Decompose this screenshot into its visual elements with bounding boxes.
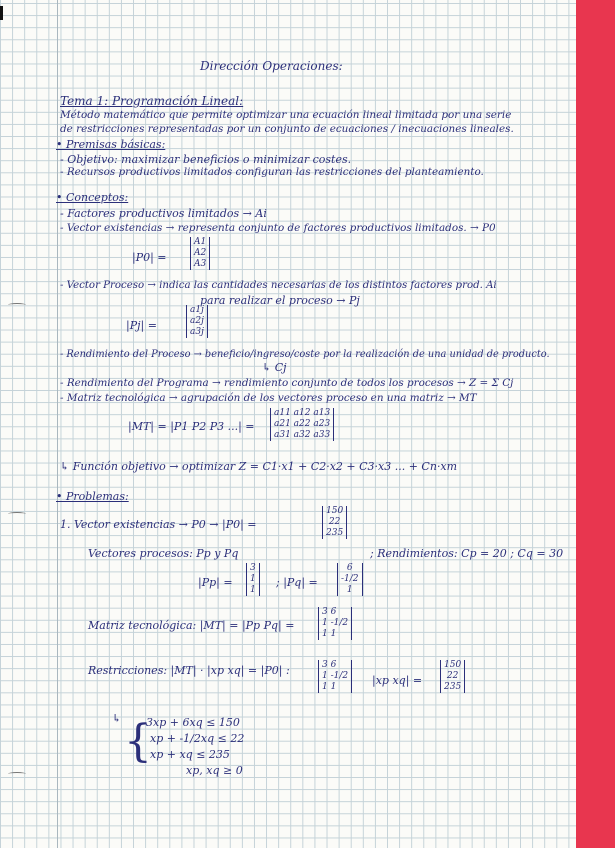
pj-symbolic-vector: a1j a2j a3j	[186, 305, 208, 338]
pp-vector: 3 1 1	[246, 563, 260, 596]
concept-factores: - Factores productivos limitados → Ai	[60, 207, 267, 220]
premisa-item: - Objetivo: maximizar beneficios o minimizar costes.	[60, 153, 352, 166]
concept-rendimiento-programa: - Rendimiento del Programa → rendimiento conjunto de todos los procesos → Z = Σ Cj	[60, 377, 514, 389]
funcion-objetivo: ↳ Función objetivo → optimizar Z = C1·x1 + C2·x2 + C3·x3 ... + Cn·xm	[60, 460, 458, 473]
pq-label: ; |Pq| =	[276, 576, 318, 589]
problemas-heading: • Problemas:	[56, 490, 129, 503]
constraint-line: 3xp + 6xq ≤ 150	[146, 716, 240, 729]
restricciones-label: Restricciones: |MT| · |xp xq| = |P0| :	[88, 664, 290, 677]
restricciones-x-vector: |xp xq| =	[372, 674, 423, 687]
restricciones-p0-vector: 150 22 235	[440, 660, 465, 693]
problem-1-label: 1. Vector existencias → P0 → |P0| =	[60, 518, 257, 531]
premisa-item: - Recursos productivos limitados configuran las restricciones del planteamiento.	[60, 166, 484, 178]
punch-hole-mark	[8, 512, 26, 516]
p0-values-vector: 150 22 235	[322, 506, 347, 539]
page-title: Dirección Operaciones:	[200, 59, 343, 73]
constraint-line: xp, xq ≥ 0	[186, 764, 243, 777]
matriz-label: Matriz tecnológica: |MT| = |Pp Pq| =	[88, 619, 295, 632]
concept-vector-proceso-cont: para realizar el proceso → Pj	[200, 294, 360, 307]
punch-hole-mark	[8, 303, 26, 307]
constraint-line: xp + -1/2xq ≤ 22	[150, 732, 245, 745]
definition-line-2: de restricciones representadas por un conjunto de ecuaciones / inecuaciones lineales.	[60, 123, 514, 135]
mt-values-matrix: 3 6 1 -1/2 1 1	[318, 607, 352, 640]
mt-label: |MT| = |P1 P2 P3 ...| =	[128, 420, 255, 433]
tema-heading: Tema 1: Programación Lineal:	[60, 94, 244, 108]
margin-line	[57, 0, 58, 848]
cj-arrow: ↳ Cj	[262, 361, 287, 374]
system-arrow-icon: ↳	[112, 712, 122, 725]
punch-hole-mark	[8, 772, 26, 776]
red-margin-bar	[576, 0, 615, 848]
pp-label: |Pp| =	[198, 576, 233, 589]
conceptos-heading: • Conceptos:	[56, 191, 129, 204]
system-brace-icon: {	[124, 716, 152, 767]
concept-matriz-tecnologica: - Matriz tecnológica → agrupación de los vectores proceso en una matriz → MT	[60, 392, 477, 404]
concept-rendimiento-proceso: - Rendimiento del Proceso → beneficio/ingreso/coste por la realización de una unidad de producto.	[60, 349, 550, 360]
premisas-heading: • Premisas básicas:	[56, 138, 166, 151]
scan-marker	[0, 6, 3, 20]
mt-symbolic-matrix: a11 a12 a13 a21 a22 a23 a31 a32 a33	[270, 408, 334, 441]
pj-label: |Pj| =	[126, 319, 157, 332]
p0-symbolic-vector: A1 A2 A3	[190, 237, 210, 270]
definition-line-1: Método matemático que permite optimizar una ecuación lineal limitada por una serie	[60, 109, 512, 121]
p0-label: |P0| =	[132, 251, 167, 264]
procesos-label: Vectores procesos: Pp y Pq	[88, 547, 239, 560]
restricciones-matrix: 3 6 1 -1/2 1 1	[318, 660, 352, 693]
pq-vector: 6 -1/2 1	[337, 563, 363, 596]
constraint-line: xp + xq ≤ 235	[150, 748, 230, 761]
concept-vector-existencias: - Vector existencias → representa conjunto de factores productivos limitados. → P0	[60, 222, 496, 234]
concept-vector-proceso: - Vector Proceso → indica las cantidades necesarias de los distintos factores prod. Ai	[60, 280, 497, 291]
rendimientos-label: ; Rendimientos: Cp = 20 ; Cq = 30	[370, 547, 564, 560]
